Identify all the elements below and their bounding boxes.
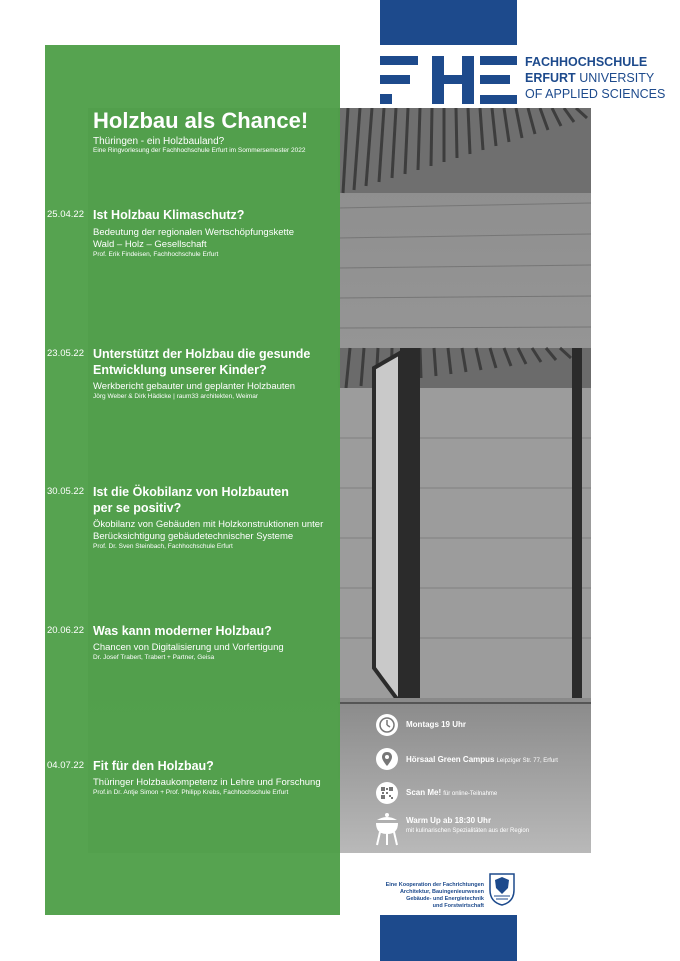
lecture-title: Fit für den Holzbau?: [93, 759, 214, 773]
brand-bar-top: [380, 0, 517, 45]
lecture-description-line: Thüringer Holzbaukompetenz in Lehre und Forschung: [93, 777, 321, 788]
fhe-logo: [380, 56, 517, 104]
lecture-description-line: Werkbericht gebauter und geplanter Holzbauten: [93, 381, 296, 392]
lecture-date: 23.05.22: [47, 348, 84, 359]
logo-line-2: [525, 70, 675, 86]
location-pin-icon: [376, 748, 398, 770]
lecture-speaker: Jörg Weber & Dirk Hädicke | raum33 architekten, Weimar: [93, 393, 259, 400]
event-title: Holzbau als Chance!: [93, 108, 309, 133]
cooperation-line: Architektur, Bauingenieurwesen: [399, 889, 484, 895]
lecture-title: Was kann moderner Holzbau?: [93, 624, 272, 638]
info-place-name: Hörsaal Green Campus: [406, 755, 495, 764]
info-warmup: [406, 816, 491, 826]
brand-bar-bottom: [380, 915, 517, 961]
lecture-title: per se positiv?: [93, 501, 182, 515]
crest-icon: [488, 872, 516, 906]
lecture-title: Entwicklung unserer Kinder?: [93, 363, 267, 377]
lecture-speaker: Prof. Erik Findeisen, Fachhochschule Erfurt: [93, 251, 219, 258]
logo-line-3: OF APPLIED SCIENCES: [525, 87, 666, 101]
lecture-description-line: Berücksichtigung gebäudetechnischer Systeme: [93, 530, 294, 542]
lecture-description-line: Chancen von Digitalisierung und Vorfertigung: [93, 642, 284, 653]
qr-code-icon[interactable]: [376, 782, 398, 804]
lecture-speaker: Dr. Josef Trabert, Trabert + Partner, Geisa: [93, 654, 215, 661]
lecture-description: [93, 519, 323, 542]
info-time: [406, 720, 466, 730]
info-time-text: Montags 19 Uhr: [406, 720, 467, 729]
info-warmup-note: mit kulinarischen Spezialitäten aus der Region: [406, 828, 530, 834]
info-scan: [406, 788, 497, 798]
clock-icon: [376, 714, 398, 736]
logo-line-2-bold: ERFURT: [525, 71, 576, 85]
lecture-date: 25.04.22: [47, 209, 84, 220]
logo-line-1: FACHHOCHSCHULE: [525, 55, 648, 69]
lecture-description: [93, 227, 294, 250]
cooperation-line: Gebäude- und Energietechnik: [406, 896, 484, 902]
lecture-description: [93, 777, 321, 789]
info-warmup-text: Warm Up ab 18:30 Uhr: [406, 816, 492, 825]
cooperation-line: Eine Kooperation der Fachrichtungen: [385, 882, 484, 888]
event-subtitle: Thüringen - ein Holzbauland?: [93, 136, 225, 147]
info-scan-text: Scan Me!: [406, 788, 442, 797]
lecture-title: Unterstützt der Holzbau die gesunde: [93, 347, 311, 361]
lecture-date: 20.06.22: [47, 625, 84, 636]
lecture-description: [93, 381, 295, 393]
lecture-speaker: Prof.in Dr. Antje Simon + Prof. Philipp Krebs, Fachhochschule Erfurt: [93, 789, 289, 796]
university-name: [525, 54, 675, 102]
logo-line-2-light: UNIVERSITY: [579, 71, 655, 85]
grill-icon: [375, 812, 399, 846]
info-place: [406, 755, 558, 765]
lecture-date: 30.05.22: [47, 486, 84, 497]
cooperation-note: [372, 882, 484, 910]
lecture-description-line: Wald – Holz – Gesellschaft: [93, 238, 207, 250]
info-scan-note: für online-Teilnahme: [443, 791, 498, 797]
lecture-title: Ist die Ökobilanz von Holzbauten: [93, 485, 289, 499]
info-place-address: Leipziger Str. 77, Erfurt: [496, 758, 558, 764]
cooperation-line: und Forstwirtschaft: [432, 903, 484, 909]
lecture-description-line: Bedeutung der regionalen Wertschöpfungskette: [93, 227, 295, 238]
lecture-description: [93, 642, 284, 654]
lecture-title: Ist Holzbau Klimaschutz?: [93, 208, 245, 222]
lecture-date: 04.07.22: [47, 760, 84, 771]
lecture-description-line: Ökobilanz von Gebäuden mit Holzkonstruktionen unter: [93, 519, 324, 530]
lecture-speaker: Prof. Dr. Sven Steinbach, Fachhochschule Erfurt: [93, 543, 233, 550]
series-note: Eine Ringvorlesung der Fachhochschule Erfurt im Sommersemester 2022: [93, 147, 306, 154]
